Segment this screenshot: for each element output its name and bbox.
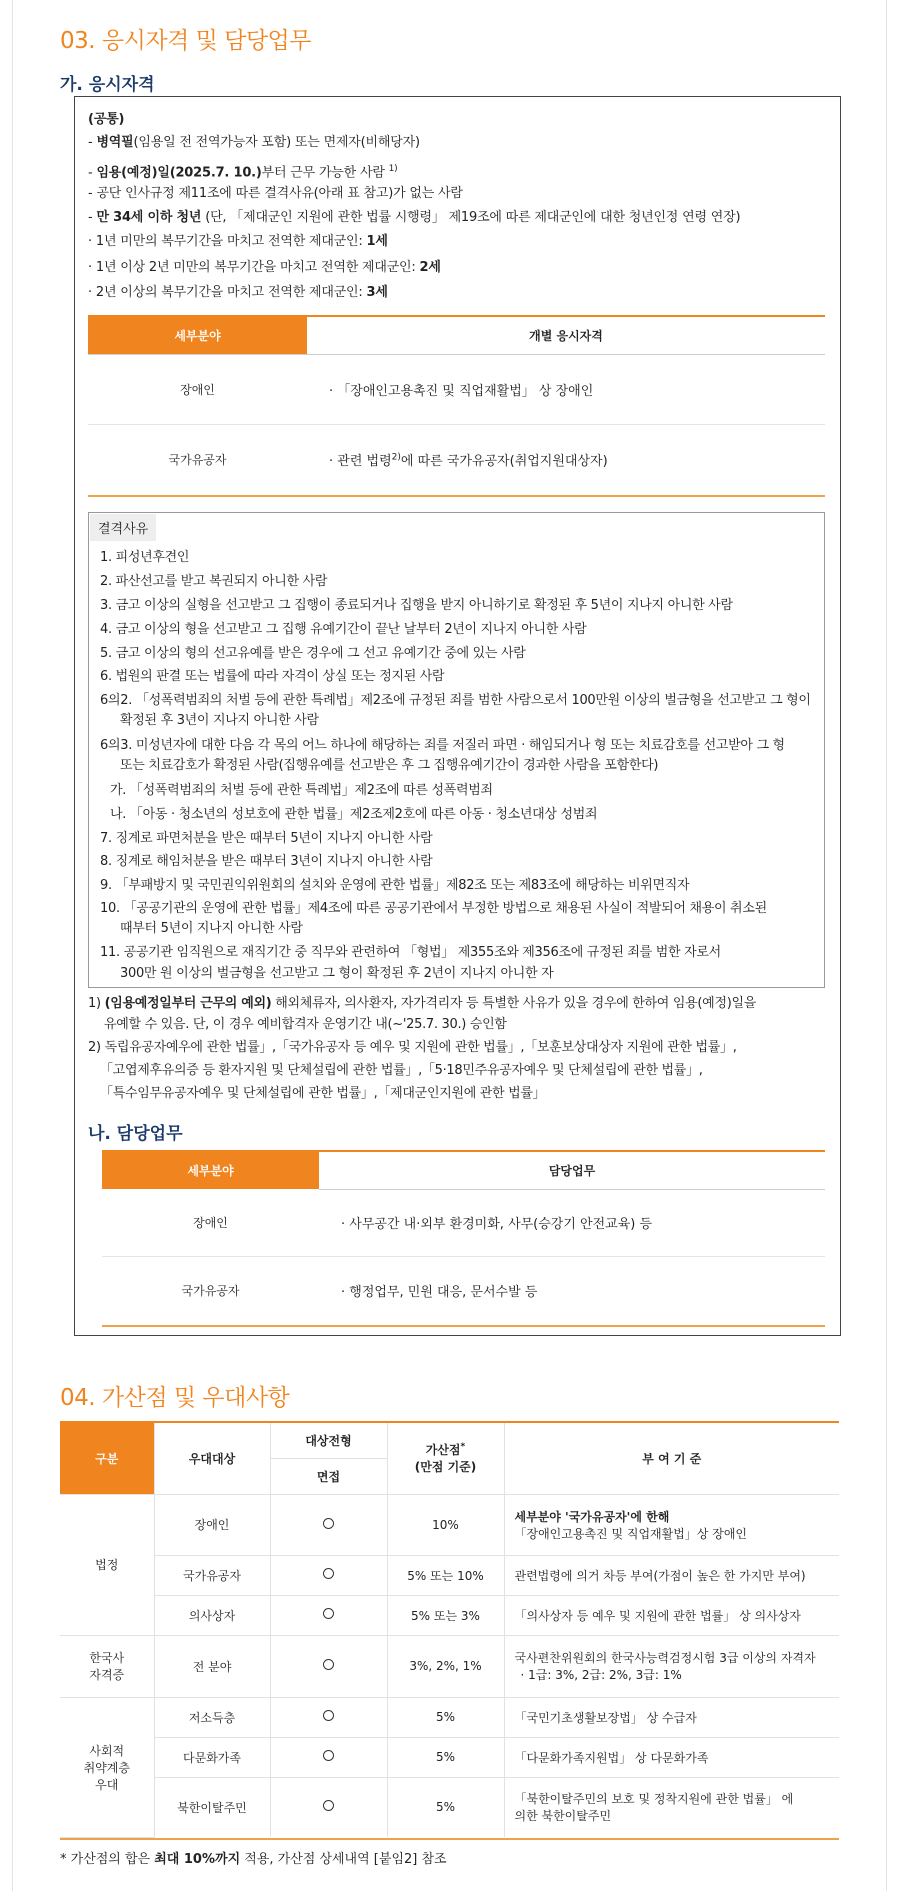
bonus-mark (270, 1595, 387, 1635)
reason-item-cont: 300만 원 이상의 벌금형을 선고받고 그 형이 확정된 후 2년이 지나지 아니한 자 (120, 966, 554, 981)
common-label: (공통) (88, 112, 125, 127)
bonus-header-stage: 대상전형 (270, 1422, 387, 1458)
qual-line-4-bold: 만 34세 이하 청년 (96, 210, 202, 225)
bonus-category-line: 한국사 (89, 1651, 125, 1665)
section-04-title: 04. 가산점 및 우대사항 (60, 1385, 290, 1411)
bonus-basis-text-cont: 의한 북한이탈주민 (514, 1809, 612, 1824)
footnote-2-cont: 「고엽제후유의증 등 환자지원 및 단체설립에 관한 법률」,「5·18민주유공자예우 및 단체설립에 관한 법률」, (100, 1063, 703, 1078)
bonus-footnote-a: * 가산점의 합은 (60, 1852, 155, 1867)
subsection-a-title: 가. 응시자격 (60, 75, 155, 95)
bonus-target: 장애인 (154, 1494, 270, 1555)
bonus-header-basis: 부 여 기 준 (504, 1422, 839, 1494)
bonus-target: 국가유공자 (154, 1555, 270, 1595)
reason-item: 2. 파산선고를 받고 복권되지 아니한 사람 (100, 574, 328, 589)
qual-line-6-text: 1년 이상 2년 미만의 복무기간을 마치고 전역한 제대군인: (95, 260, 420, 275)
table-row (60, 1494, 839, 1555)
circle-mark-icon (323, 1800, 334, 1811)
bonus-basis-text: 「북한이탈주민의 보호 및 정착지원에 관한 법률」 에 (514, 1792, 794, 1807)
bonus-header-category: 구분 (60, 1422, 154, 1494)
bonus-basis: 「의사상자 등 예우 및 지원에 관한 법률」 상 의사상자 (504, 1595, 839, 1635)
circle-mark-icon (323, 1608, 334, 1619)
bonus-basis-text: 「장애인고용촉진 및 직업재활법」상 장애인 (514, 1526, 748, 1541)
footnote-1 (88, 995, 756, 1013)
bonus-points: 5% 또는 3% (387, 1595, 504, 1635)
qual-line-3-text: 공단 인사규정 제11조에 따른 결격사유(아래 표 참고)가 없는 사람 (96, 186, 463, 201)
bonus-points: 5% (387, 1737, 504, 1777)
table-row (60, 1555, 839, 1595)
bonus-mark (270, 1635, 387, 1697)
qual-table-desc-text-b: 에 따른 국가유공자(취업지원대상자) (400, 454, 608, 470)
reason-item-cont: 또는 치료감호가 확정된 사람(집행유예를 선고받은 후 그 집행유예기간이 경과한 사람을 포함한다) (120, 758, 659, 773)
section-03-title: 03. 응시자격 및 담당업무 (60, 28, 311, 54)
bonus-basis (504, 1494, 839, 1555)
qual-line-5: · 1년 미만의 복무기간을 마치고 전역한 제대군인: 1세 (88, 234, 388, 249)
qual-table-field: 국가유공자 (88, 424, 307, 496)
qual-line-3: - 공단 인사규정 제11조에 따른 결격사유(아래 표 참고)가 없는 사람 (88, 186, 463, 201)
qual-line-4: - 만 34세 이하 청년 (단, 「제대군인 지원에 관한 법률 시행령」 제19조에 따른 제대군인에 대한 청년인정 연령 연장) (88, 210, 741, 225)
bonus-target: 북한이탈주민 (154, 1777, 270, 1837)
bonus-basis: 관련법령에 의거 차등 부여(가점이 높은 한 가지만 부여) (504, 1555, 839, 1595)
bonus-category (60, 1635, 154, 1697)
footnote-2: 2) 독립유공자예우에 관한 법률」,「국가유공자 등 예우 및 지원에 관한 법률」,「보훈보상대상자 지원에 관한 법률」, (88, 1040, 737, 1055)
bonus-header-points-label: 가산점 (425, 1443, 461, 1458)
reason-item: 8. 징계로 해임처분을 받은 때부터 3년이 지나지 아니한 사람 (100, 854, 433, 869)
qual-table-desc: · 「장애인고용촉진 및 직업재활법」 상 장애인 (307, 354, 825, 424)
duty-table-desc: · 사무공간 내·외부 환경미화, 사무(승강기 안전교육) 등 (319, 1189, 825, 1256)
reason-subitem: 가. 「성폭력범죄의 처벌 등에 관한 특례법」제2조에 따른 성폭력범죄 (110, 783, 493, 798)
table-row (88, 424, 825, 496)
qual-table-desc-text: 「장애인고용촉진 및 직업재활법」 상 장애인 (337, 383, 594, 399)
footnote-1-cont: 유예할 수 있음. 단, 이 경우 예비합격자 운영기간 내(~'25.7. 30.) 승인함 (104, 1017, 507, 1032)
footnote-1-text: 해외체류자, 의사환자, 자가격리자 등 특별한 사유가 있을 경우에 한하여 임용(예정)일을 (271, 996, 756, 1011)
bonus-basis (504, 1777, 839, 1837)
qual-table-desc: · 관련 법령$^{2)}$에 따른 국가유공자(취업지원대상자) (307, 424, 825, 496)
qual-table-desc-text-a: 관련 법령 (337, 454, 392, 470)
page-left-rule (12, 0, 13, 1891)
bonus-target: 전 분야 (154, 1635, 270, 1697)
qual-table-footnote: 2) (391, 452, 401, 463)
qual-line-7: · 2년 이상의 복무기간을 마치고 전역한 제대군인: 3세 (88, 285, 388, 300)
reason-item: 1. 피성년후견인 (100, 550, 190, 565)
reason-item: 6의2. 「성폭력범죄의 처벌 등에 관한 특례법」제2조에 규정된 죄를 범한 사람으로서 100만원 이상의 벌금형을 선고받고 그 형이 (100, 693, 811, 708)
table-row (102, 1256, 825, 1326)
bonus-mark (270, 1555, 387, 1595)
table-row (88, 354, 825, 424)
bonus-points: 10% (387, 1494, 504, 1555)
reason-item: 6의3. 미성년자에 대한 다음 각 목의 어느 하나에 해당하는 죄를 저질러 파면 · 해임되거나 형 또는 치료감호를 선고받아 그 형 (100, 738, 785, 753)
duty-table-desc-text: 사무공간 내·외부 환경미화, 사무(승강기 안전교육) 등 (349, 1217, 653, 1232)
bonus-header-points-star: * (460, 1442, 466, 1453)
duty-table-field: 장애인 (102, 1189, 319, 1256)
reason-item: 10. 「공공기관의 운영에 관한 법률」제4조에 따른 공공기관에서 부정한 방법으로 채용된 사실이 적발되어 채용이 취소된 (100, 901, 767, 916)
reason-item: 11. 공공기관 임직원으로 재직기간 중 직무와 관련하여 「형법」 제355조와 제356조에 규정된 죄를 범한 자로서 (100, 945, 721, 960)
bonus-table-bottom-rule (60, 1838, 839, 1840)
bonus-footnote-bold: 최대 10%까지 (154, 1852, 241, 1867)
bonus-points: 3%, 2%, 1% (387, 1635, 504, 1697)
qual-line-2-footnote: 1) (388, 164, 398, 174)
qual-table-field: 장애인 (88, 354, 307, 424)
duty-table-header-field: 세부분야 (102, 1151, 319, 1189)
qual-table-header-desc: 개별 응시자격 (307, 316, 825, 354)
qual-line-4-text: (단, 「제대군인 지원에 관한 법률 시행령」 제19조에 따른 제대군인에 대한 청년인정 연령 연장) (201, 210, 741, 225)
bonus-basis-bold: 세부분야 '국가유공자'에 한해 (514, 1509, 670, 1524)
qual-line-1: - 병역필(임용일 전 전역가능자 포함) 또는 면제자(비해당자) (88, 135, 420, 150)
table-row (60, 1635, 839, 1697)
page-right-rule (886, 0, 887, 1891)
duty-table-header-desc: 담당업무 (319, 1151, 825, 1189)
bonus-points: 5% (387, 1697, 504, 1737)
bonus-header-points (387, 1422, 504, 1494)
duty-table-field: 국가유공자 (102, 1256, 319, 1326)
bonus-mark (270, 1737, 387, 1777)
bonus-target: 의사상자 (154, 1595, 270, 1635)
duty-table (102, 1150, 825, 1327)
bonus-basis: 「다문화가족지원법」 상 다문화가족 (504, 1737, 839, 1777)
bonus-category-line: 우대 (95, 1777, 119, 1792)
qual-line-7-text: 2년 이상의 복무기간을 마치고 전역한 제대군인: (95, 285, 367, 300)
qual-line-2: - 임용(예정)일(2025.7. 10.)부터 근무 가능한 사람 $^{1)}$ (88, 164, 398, 181)
reason-item-cont: 때부터 5년이 지나지 아니한 사람 (120, 921, 303, 936)
bonus-basis-text: 국사편찬위원회의 한국사능력검정시험 3급 이상의 자격자 (514, 1651, 816, 1665)
bonus-mark (270, 1697, 387, 1737)
qual-line-1-text: (임용일 전 전역가능자 포함) 또는 면제자(비해당자) (133, 135, 420, 150)
bonus-header-stage-sub: 면접 (270, 1458, 387, 1494)
qual-line-1-bold: 병역필 (96, 135, 134, 150)
bonus-category-line: 취약계층 (83, 1760, 130, 1775)
disqualification-tag: 결격사유 (90, 514, 156, 541)
footnote-2-cont: 「특수임무유공자예우 및 단체설립에 관한 법률」,「제대군인지원에 관한 법률」 (100, 1086, 546, 1101)
bonus-category: 법정 (60, 1494, 154, 1635)
reason-item: 4. 금고 이상의 형을 선고받고 그 집행 유예기간이 끝난 날부터 2년이 지나지 아니한 사람 (100, 622, 587, 637)
bonus-footnote-c: 적용, 가산점 상세내역 [붙임2] 참조 (240, 1852, 447, 1867)
subsection-b-title: 나. 담당업무 (88, 1124, 183, 1144)
bonus-target: 다문화가족 (154, 1737, 270, 1777)
reason-item: 7. 징계로 파면처분을 받은 때부터 5년이 지나지 아니한 사람 (100, 831, 433, 846)
footnote-1-bold: (임용예정일부터 근무의 예외) (104, 996, 272, 1011)
qual-line-2-text: 부터 근무 가능한 사람 (261, 165, 385, 181)
qual-line-6-bold: 2세 (419, 260, 441, 275)
qual-line-2-bold: 임용(예정)일(2025.7. 10.) (96, 165, 262, 181)
qualification-table (88, 315, 825, 497)
bonus-mark (270, 1777, 387, 1837)
table-row (60, 1777, 839, 1837)
qual-table-header-field: 세부분야 (88, 316, 307, 354)
table-row (102, 1189, 825, 1256)
duty-table-desc: · 행정업무, 민원 대응, 문서수발 등 (319, 1256, 825, 1326)
bonus-category-line: 사회적 (89, 1743, 125, 1758)
reason-item: 3. 금고 이상의 실형을 선고받고 그 집행이 종료되거나 집행을 받지 아니하기로 확정된 후 5년이 지나지 아니한 사람 (100, 598, 733, 613)
reason-item: 5. 금고 이상의 형의 선고유예를 받은 경우에 그 선고 유예기간 중에 있는 사람 (100, 646, 526, 661)
bonus-category (60, 1697, 154, 1837)
qual-line-5-text: 1년 미만의 복무기간을 마치고 전역한 제대군인: (95, 234, 367, 249)
qual-line-6: · 1년 이상 2년 미만의 복무기간을 마치고 전역한 제대군인: 2세 (88, 260, 441, 275)
bonus-basis: 「국민기초생활보장법」 상 수급자 (504, 1697, 839, 1737)
bonus-mark (270, 1494, 387, 1555)
bonus-points: 5% 또는 10% (387, 1555, 504, 1595)
circle-mark-icon (323, 1659, 334, 1670)
qual-line-5-bold: 1세 (366, 234, 388, 249)
reason-item: 6. 법원의 판결 또는 법률에 따라 자격이 상실 또는 정지된 사람 (100, 669, 445, 684)
bonus-points: 5% (387, 1777, 504, 1837)
table-row (60, 1737, 839, 1777)
duty-table-desc-text: 행정업무, 민원 대응, 문서수발 등 (349, 1285, 538, 1301)
bonus-header-target: 우대대상 (154, 1422, 270, 1494)
circle-mark-icon (323, 1750, 334, 1761)
bonus-category-line: 자격증 (89, 1668, 125, 1682)
qual-line-7-bold: 3세 (366, 285, 388, 300)
bonus-header-points-sub: (만점 기준) (414, 1460, 477, 1475)
bonus-footnote (60, 1848, 447, 1867)
bonus-basis (504, 1635, 839, 1697)
bonus-basis-detail: · 1급: 3%, 2급: 2%, 3급: 1% (520, 1668, 682, 1682)
footnote-1-num: 1) (88, 996, 105, 1011)
circle-mark-icon (323, 1518, 334, 1529)
reason-subitem: 나. 「아동 · 청소년의 성보호에 관한 법률」제2조제2호에 따른 아동 · 청소년대상 성범죄 (110, 807, 598, 822)
circle-mark-icon (323, 1568, 334, 1579)
reason-item-cont: 확정된 후 3년이 지나지 아니한 사람 (120, 713, 319, 728)
bonus-points-table (60, 1421, 839, 1838)
table-row (60, 1595, 839, 1635)
table-row (60, 1697, 839, 1737)
bonus-target: 저소득층 (154, 1697, 270, 1737)
circle-mark-icon (323, 1710, 334, 1721)
reason-item: 9. 「부패방지 및 국민권익위원회의 설치와 운영에 관한 법률」제82조 또는 제83조에 해당하는 비위면직자 (100, 878, 690, 893)
